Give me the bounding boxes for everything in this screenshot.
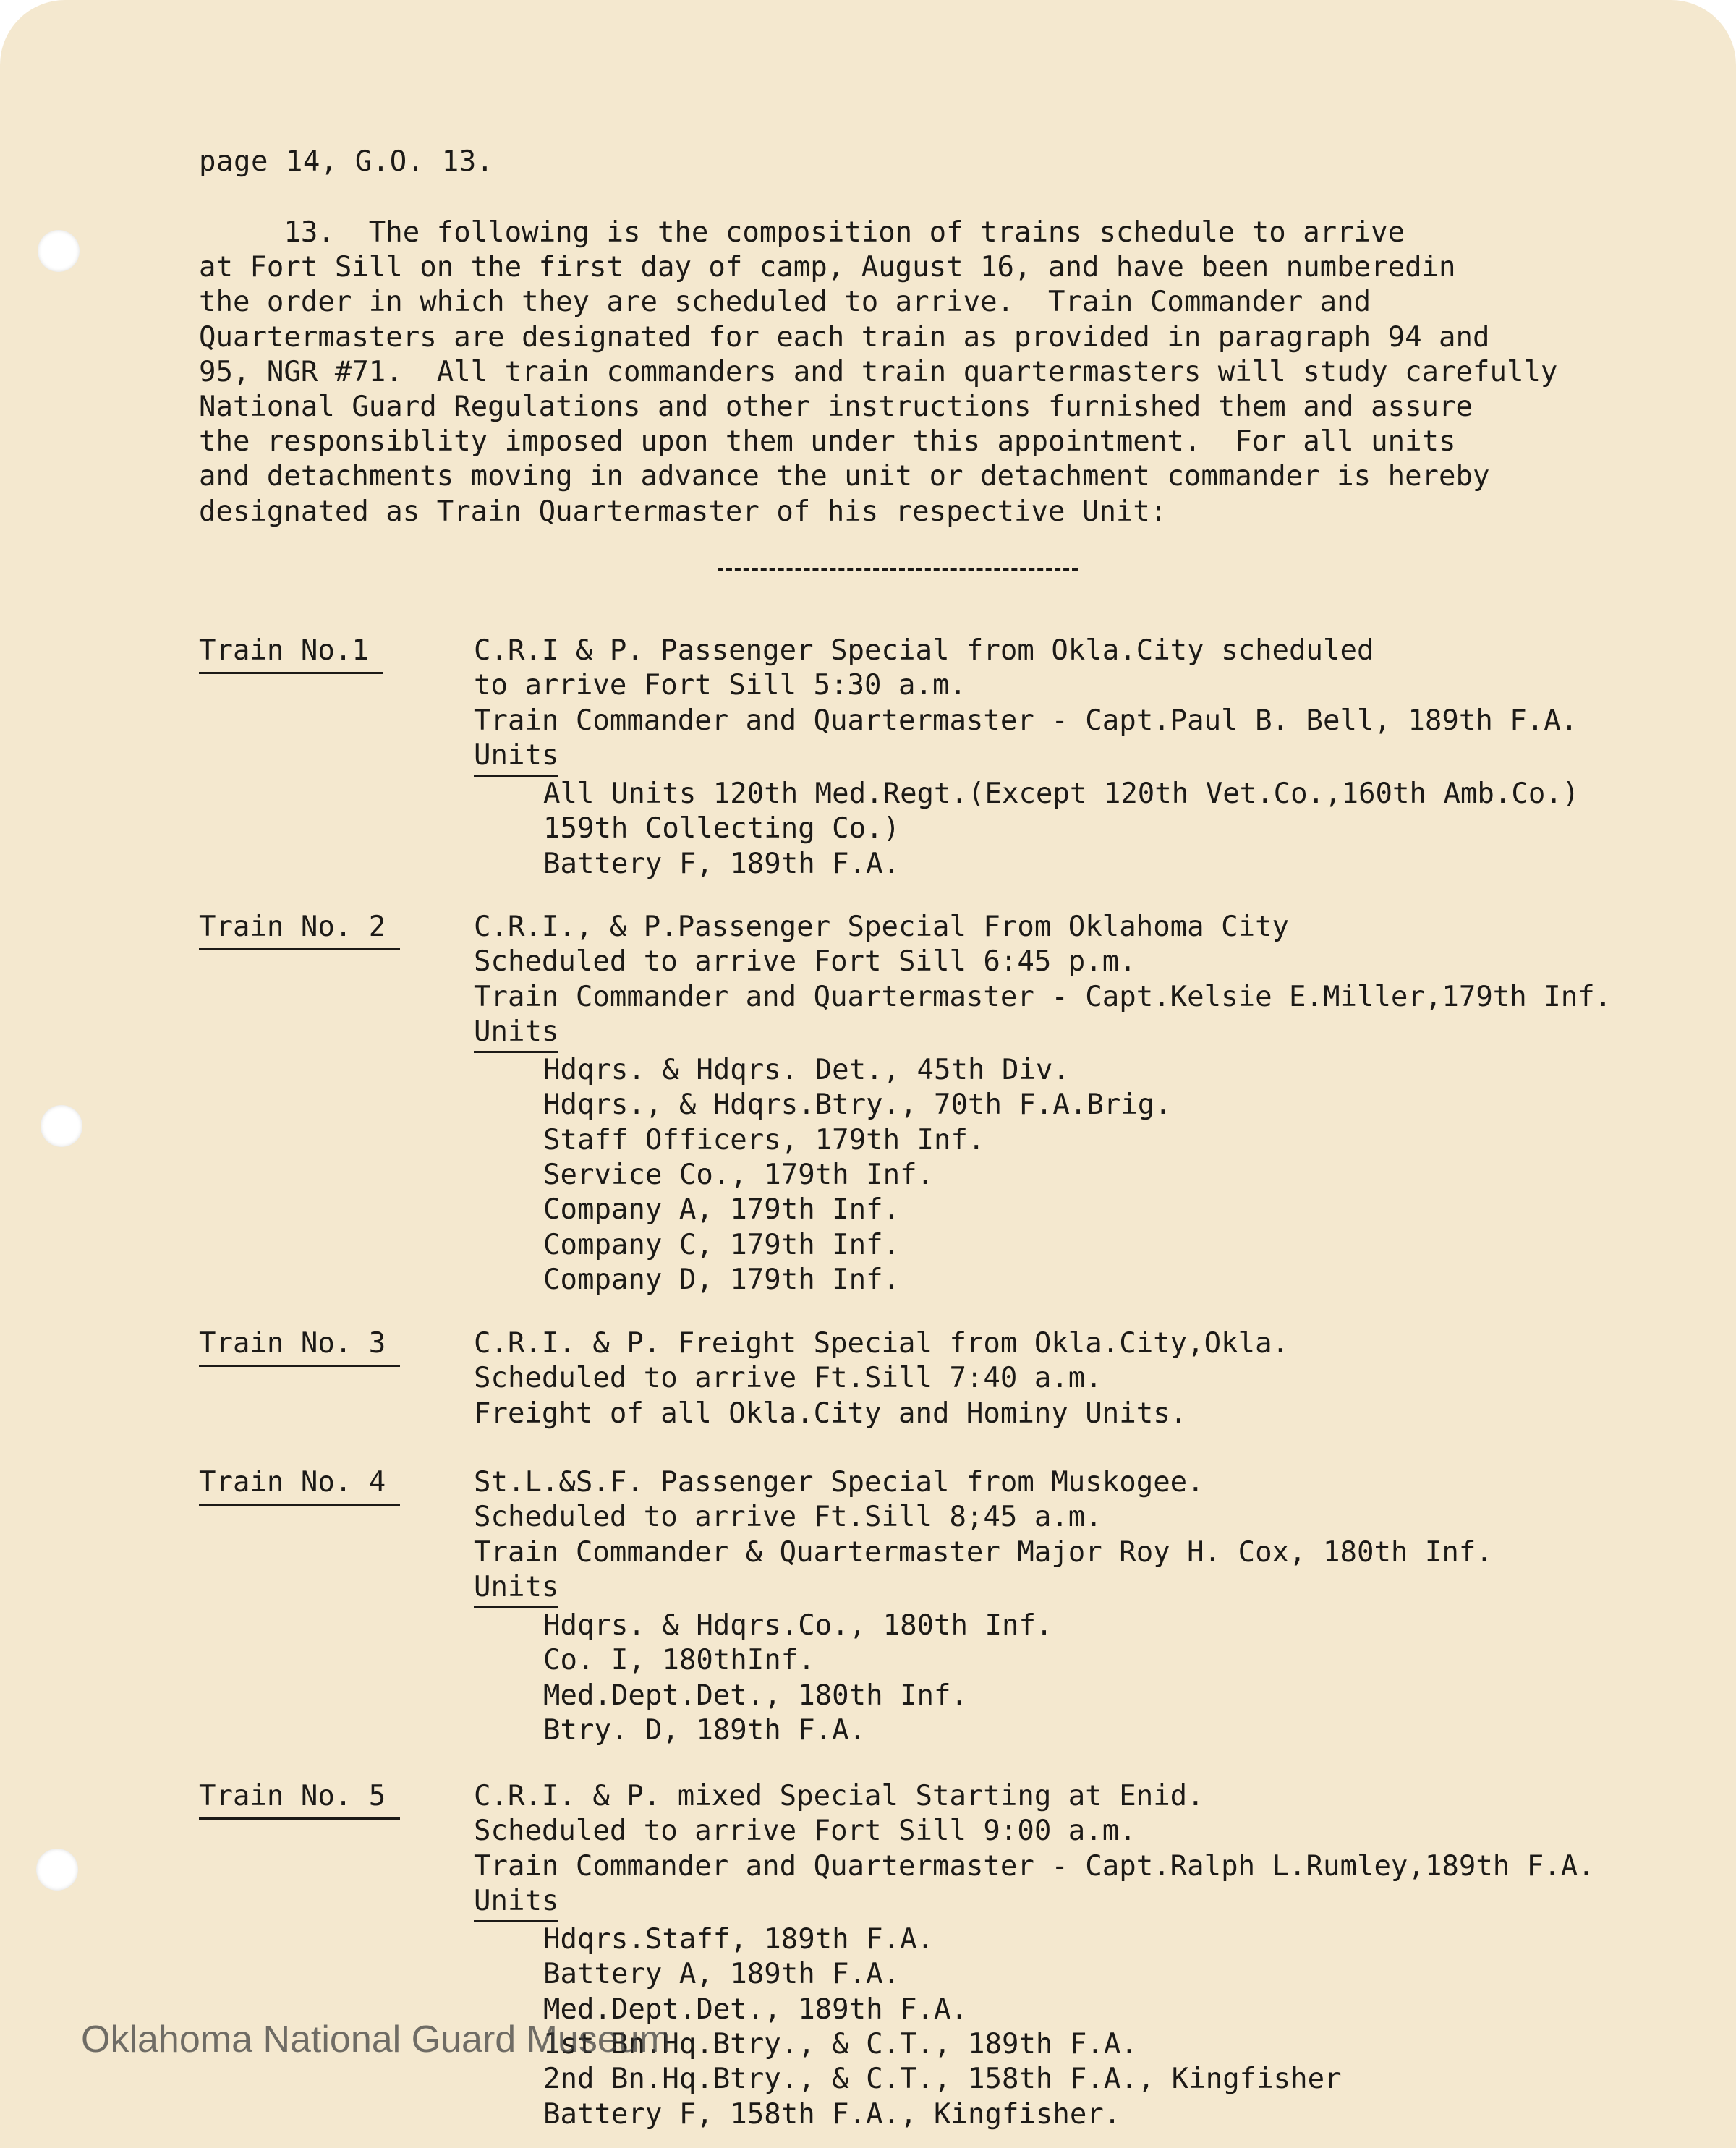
train-label: Train No.1	[199, 634, 369, 667]
train-line: Train Commander and Quartermaster - Capt.Ralph L.Rumley,189th F.A.	[474, 1849, 1595, 1883]
train-line: Train Commander and Quartermaster - Capt.Kelsie E.Miller,179th Inf.	[474, 980, 1612, 1013]
train-line: Scheduled to arrive Ft.Sill 7:40 a.m.	[474, 1362, 1102, 1395]
intro-line: at Fort Sill on the first day of camp, August 16, and have been numberedin	[199, 251, 1456, 284]
intro-line: designated as Train Quartermaster of his respective Unit:	[199, 495, 1167, 528]
unit-item: Battery F, 158th F.A., Kingfisher.	[543, 2097, 1121, 2131]
page-header: page 14, G.O. 13.	[199, 145, 494, 178]
unit-item: 159th Collecting Co.)	[543, 812, 901, 845]
train-details	[474, 1465, 1631, 1748]
units-label: Units	[474, 1884, 558, 1922]
unit-item: All Units 120th Med.Regt.(Except 120th Vet.Co.,160th Amb.Co.)	[543, 777, 1580, 811]
intro-line: Quartermasters are designated for each train as provided in paragraph 94 and	[199, 320, 1490, 354]
unit-item: 2nd Bn.Hq.Btry., & C.T., 158th F.A., Kingfisher	[543, 2063, 1342, 2096]
train-label: Train No. 4	[199, 1466, 386, 1499]
train-line: Scheduled to arrive Fort Sill 6:45 p.m.	[474, 945, 1136, 979]
unit-item: Med.Dept.Det., 189th F.A.	[543, 1993, 968, 2026]
train-label: Train No. 3	[199, 1327, 386, 1360]
train-line: Scheduled to arrive Ft.Sill 8;45 a.m.	[474, 1501, 1102, 1534]
unit-item: Staff Officers, 179th Inf.	[543, 1123, 985, 1156]
punch-hole-middle	[41, 1105, 82, 1147]
intro-line: 95, NGR #71. All train commanders and train quartermasters will study carefully	[199, 355, 1558, 388]
train-details	[474, 1326, 1631, 1431]
unit-item: Battery F, 189th F.A.	[543, 847, 901, 880]
punch-hole-top	[38, 230, 80, 272]
unit-item: Hdqrs.Staff, 189th F.A.	[543, 1923, 935, 1956]
unit-item: Btry. D, 189th F.A.	[543, 1714, 867, 1747]
train-line: Train Commander & Quartermaster Major Roy H. Cox, 180th Inf.	[474, 1535, 1493, 1569]
punch-hole-bottom	[36, 1849, 78, 1891]
unit-item: Hdqrs. & Hdqrs.Co., 180th Inf.	[543, 1609, 1053, 1642]
intro-line: the order in which they are scheduled to arrive. Train Commander and	[199, 286, 1371, 319]
units-label: Units	[474, 1015, 558, 1053]
unit-item: Co. I, 180thInf.	[543, 1644, 815, 1677]
train-line: to arrive Fort Sill 5:30 a.m.	[474, 669, 966, 702]
unit-item: Company A, 179th Inf.	[543, 1193, 901, 1227]
train-label: Train No. 5	[199, 1780, 386, 1812]
unit-item: Battery A, 189th F.A.	[543, 1958, 901, 1991]
intro-line: the responsiblity imposed upon them under this appointment. For all units	[199, 425, 1456, 459]
intro-line: 13. The following is the composition of trains schedule to arrive	[199, 216, 1405, 249]
train-details	[474, 1779, 1631, 2132]
unit-item: Company D, 179th Inf.	[543, 1263, 901, 1296]
intro-paragraph	[199, 216, 1617, 529]
train-label: Train No. 2	[199, 911, 386, 943]
train-details	[474, 634, 1631, 882]
unit-item: Hdqrs., & Hdqrs.Btry., 70th F.A.Brig.	[543, 1088, 1172, 1122]
train-line: Train Commander and Quartermaster - Capt.Paul B. Bell, 189th F.A.	[474, 704, 1578, 737]
train-line: C.R.I. & P. mixed Special Starting at Enid.	[474, 1780, 1204, 1812]
train-details	[474, 910, 1631, 1297]
train-line: C.R.I., & P.Passenger Special From Oklahoma City	[474, 911, 1290, 943]
train-line: C.R.I & P. Passenger Special from Okla.City scheduled	[474, 634, 1374, 667]
unit-item: Service Co., 179th Inf.	[543, 1159, 935, 1192]
train-line: Scheduled to arrive Fort Sill 9:00 a.m.	[474, 1815, 1136, 1848]
train-line: C.R.I. & P. Freight Special from Okla.City,Okla.	[474, 1327, 1290, 1360]
dashed-separator	[718, 568, 1078, 571]
intro-line: and detachments moving in advance the unit or detachment commander is hereby	[199, 460, 1490, 493]
train-line: Freight of all Okla.City and Hominy Units.	[474, 1397, 1188, 1430]
unit-item: Med.Dept.Det., 180th Inf.	[543, 1679, 968, 1712]
unit-item: Company C, 179th Inf.	[543, 1228, 901, 1261]
units-label: Units	[474, 738, 558, 777]
train-line: St.L.&S.F. Passenger Special from Muskogee.	[474, 1466, 1204, 1499]
museum-watermark: Oklahoma National Guard Museum	[81, 2019, 671, 2060]
intro-line: National Guard Regulations and other instructions furnished them and assure	[199, 391, 1473, 424]
units-label: Units	[474, 1570, 558, 1608]
unit-item: 1st Bn.Hq.Btry., & C.T., 189th F.A.	[543, 2028, 1138, 2061]
unit-item: Hdqrs. & Hdqrs. Det., 45th Div.	[543, 1054, 1070, 1087]
